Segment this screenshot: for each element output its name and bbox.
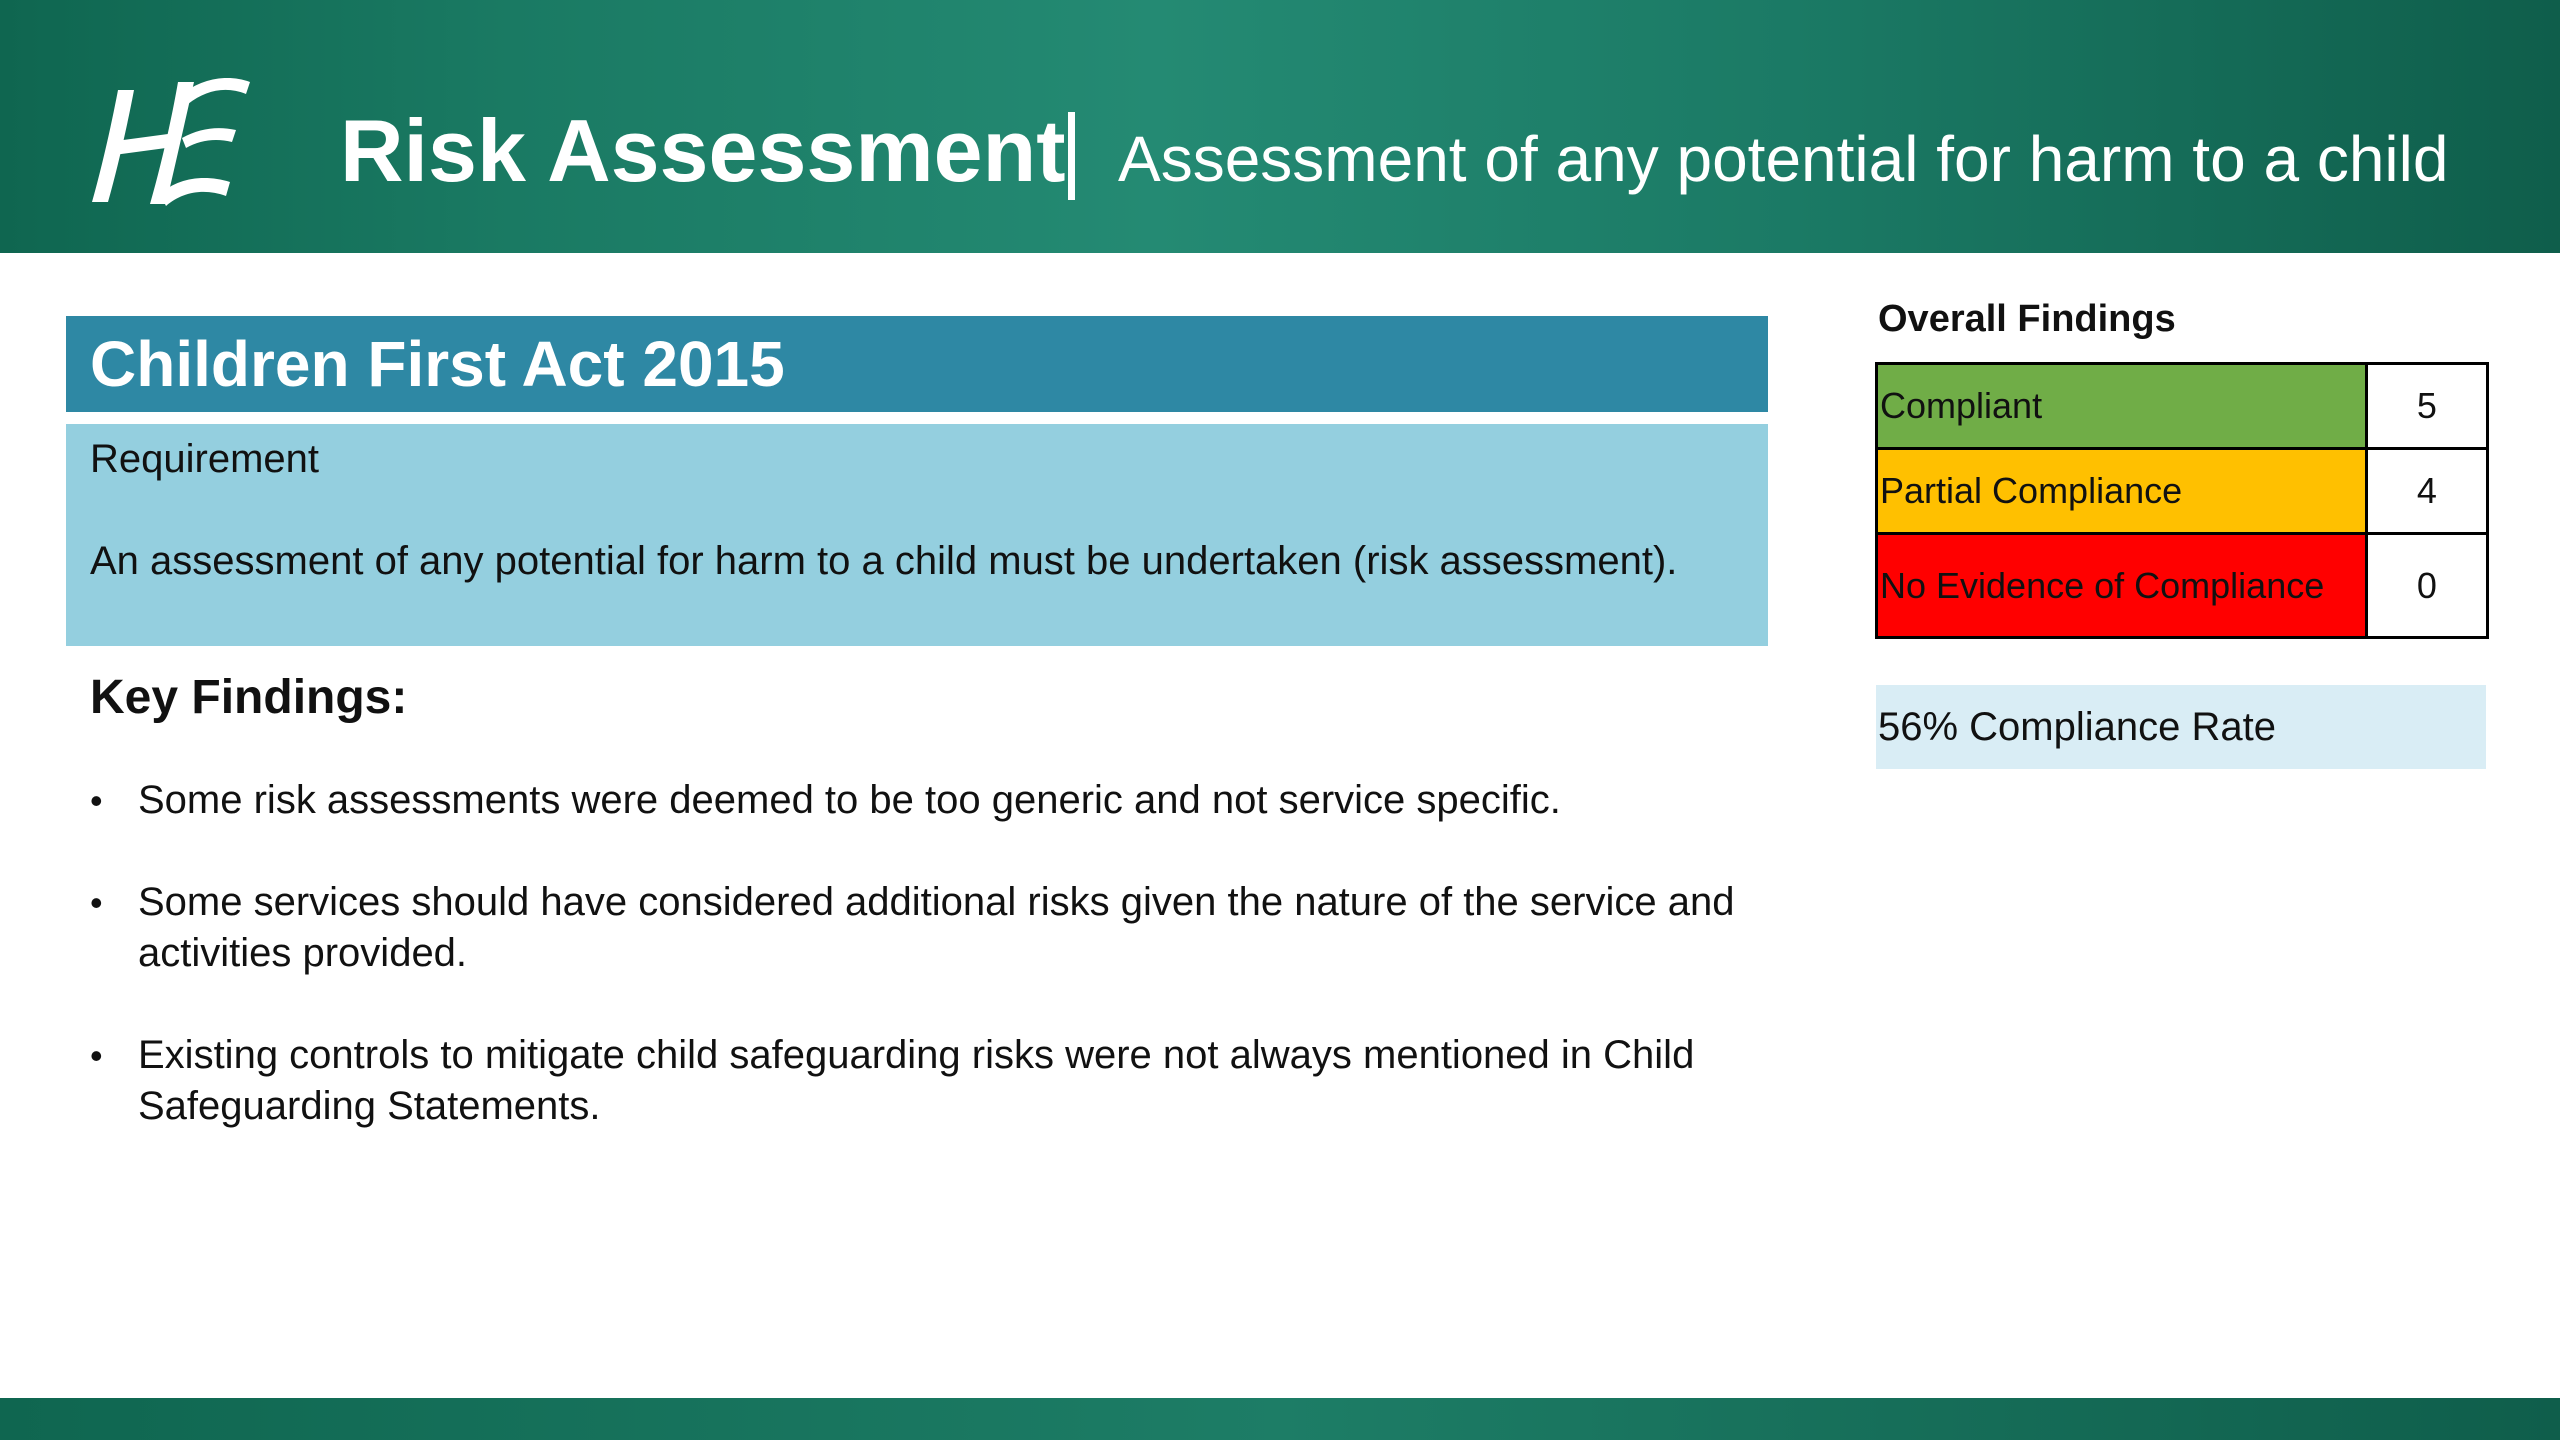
overall-findings-title: Overall Findings [1878,298,2176,340]
row-label-no-evidence: No Evidence of Compliance [1877,534,2367,638]
bullet-icon: • [90,780,103,821]
list-item [90,1030,1860,1132]
row-label-partial: Partial Compliance [1877,449,2367,534]
title-separator [1068,112,1075,200]
finding-text: Existing controls to mitigate child safeguarding risks were not always mentioned in Child Safeguarding Statements. [138,1033,1695,1128]
table-row [1877,364,2488,449]
row-value-no-evidence: 0 [2366,534,2487,638]
finding-text: Some services should have considered additional risks given the nature of the service and activities provided. [138,880,1735,975]
key-findings-title: Key Findings: [90,671,408,724]
requirement-box [66,424,1768,646]
bullet-icon: • [90,882,103,923]
table-row [1877,449,2488,534]
finding-text: Some risk assessments were deemed to be too generic and not service specific. [138,778,1561,822]
hse-logo-icon [78,72,258,217]
page-subtitle: Assessment of any potential for harm to a child [1118,123,2449,195]
key-findings-list [90,775,1860,1183]
header-banner [0,0,2560,253]
row-value-partial: 4 [2366,449,2487,534]
compliance-rate: 56% Compliance Rate [1876,685,2486,769]
row-value-compliant: 5 [2366,364,2487,449]
requirement-label: Requirement [90,437,320,481]
list-item [90,775,1860,826]
row-label-compliant: Compliant [1877,364,2367,449]
page-title: Risk Assessment [340,101,1066,200]
bullet-icon: • [90,1035,103,1076]
section-title: Children First Act 2015 [66,316,1768,412]
table-row [1877,534,2488,638]
footer-bar [0,1398,2560,1440]
list-item [90,877,1860,979]
requirement-text: An assessment of any potential for harm to a child must be undertaken (risk assessment). [90,539,1678,583]
overall-findings-table [1875,362,2489,639]
